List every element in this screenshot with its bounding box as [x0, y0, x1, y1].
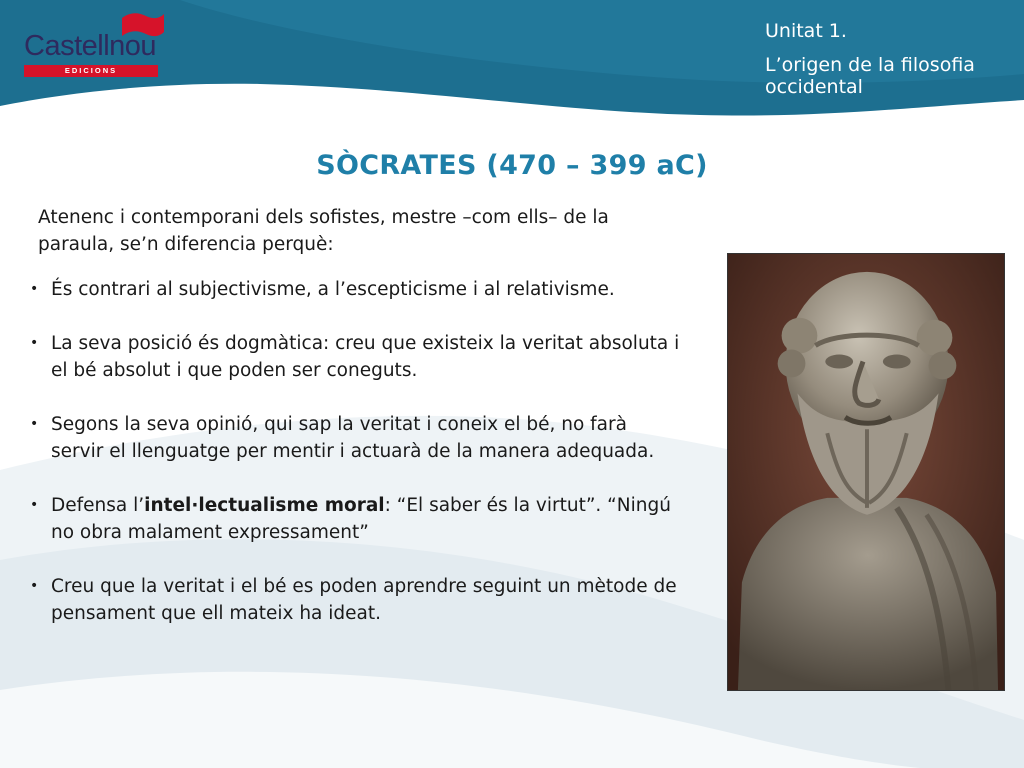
- bullet-item: [30, 573, 680, 627]
- bullet-item: [30, 330, 680, 384]
- castellnou-logo: [22, 8, 162, 80]
- logo-subtitle: EDICIONS: [24, 65, 158, 77]
- bullet-text-before: Defensa l’: [51, 495, 145, 516]
- bullet-text: És contrari al subjectivisme, a l’escepticisme i al relativisme.: [51, 279, 615, 300]
- bullet-item: [30, 492, 680, 546]
- unit-heading: [765, 20, 1015, 98]
- bullet-icon: •: [30, 335, 39, 351]
- bust-illustration: [728, 254, 1004, 690]
- bullet-text: La seva posició és dogmàtica: creu que existeix la veritat absoluta i el bé absolut i que poden ser coneguts.: [51, 333, 680, 381]
- bullet-icon: •: [30, 578, 39, 594]
- bullet-text-after: : “El saber és la virtut”. “Ningú no obra malament expressament”: [51, 495, 671, 543]
- bullet-text: Creu que la veritat i el bé es poden aprendre seguint un mètode de pensament que ell mateix ha ideat.: [51, 576, 677, 624]
- logo-wordmark: Castellnou: [24, 30, 157, 62]
- bullet-item: [30, 411, 680, 465]
- bullet-text: Segons la seva opinió, qui sap la veritat i coneix el bé, no farà servir el llenguatge per mentir i actuarà de la manera adequada.: [51, 414, 655, 462]
- bullet-item: [30, 276, 680, 303]
- socrates-bust-image: [727, 253, 1005, 691]
- unit-label: Unitat 1.: [765, 20, 847, 42]
- bullet-icon: •: [30, 281, 39, 297]
- intro-text: Atenenc i contemporani dels sofistes, mestre –com ells– de la paraula, se’n diferencia perquè:: [38, 207, 609, 255]
- slide-title: SÒCRATES (470 – 399 aC): [316, 150, 708, 181]
- bullet-icon: •: [30, 416, 39, 432]
- bullet-list: [30, 276, 680, 654]
- bullet-text-bold: intel·lectualisme moral: [144, 495, 385, 516]
- bullet-icon: •: [30, 497, 39, 513]
- unit-title: L’origen de la filosofia occidental: [765, 54, 975, 98]
- bullet-text: [51, 495, 671, 543]
